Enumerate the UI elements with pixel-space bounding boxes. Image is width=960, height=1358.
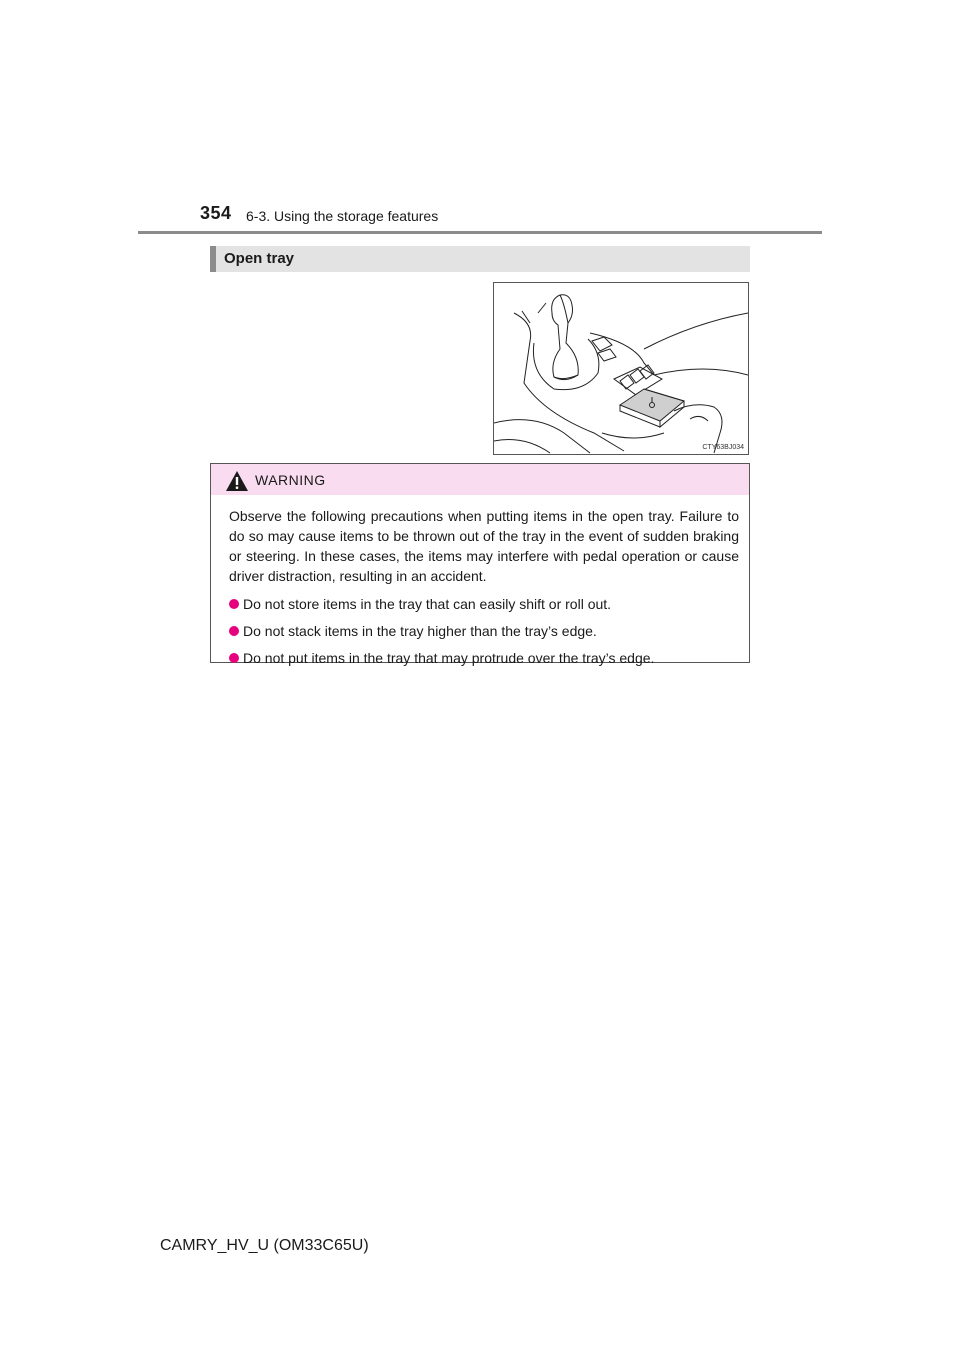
list-item bbox=[229, 648, 739, 668]
header-rule bbox=[138, 231, 822, 234]
bullet-icon bbox=[229, 599, 239, 609]
list-item bbox=[229, 621, 739, 641]
warning-intro: Observe the following precautions when putting items in the open tray. Failure to do so may cause items to be thrown out of the tray in the event of sudden braking or steering. In these cases, the items may interfere with pedal operation or cause driver distraction, resulting in an accident. bbox=[229, 508, 739, 584]
warning-header bbox=[211, 464, 749, 495]
footer-code: CAMRY_HV_U (OM33C65U) bbox=[160, 1237, 369, 1254]
bullet-text: Do not put items in the tray that may protrude over the tray’s edge. bbox=[243, 650, 655, 666]
console-drawing bbox=[494, 283, 748, 454]
warning-box bbox=[210, 463, 750, 666]
bullet-text: Do not stack items in the tray higher than the tray’s edge. bbox=[243, 623, 597, 639]
figure-code: CTY63BJ034 bbox=[702, 444, 744, 451]
section-title: Open tray bbox=[224, 250, 295, 267]
list-item bbox=[229, 594, 739, 614]
page-number: 354 bbox=[200, 203, 232, 223]
warning-body bbox=[229, 506, 739, 675]
section-header: 6-3. Using the storage features bbox=[246, 208, 439, 224]
section-title-bar bbox=[210, 246, 750, 272]
bullet-icon bbox=[229, 653, 239, 663]
warning-triangle-icon bbox=[225, 470, 249, 492]
bullet-icon bbox=[229, 626, 239, 636]
warning-label: WARNING bbox=[255, 472, 326, 488]
open-tray-illustration bbox=[493, 282, 749, 455]
bullet-text: Do not store items in the tray that can easily shift or roll out. bbox=[243, 596, 612, 612]
title-accent bbox=[210, 246, 216, 272]
